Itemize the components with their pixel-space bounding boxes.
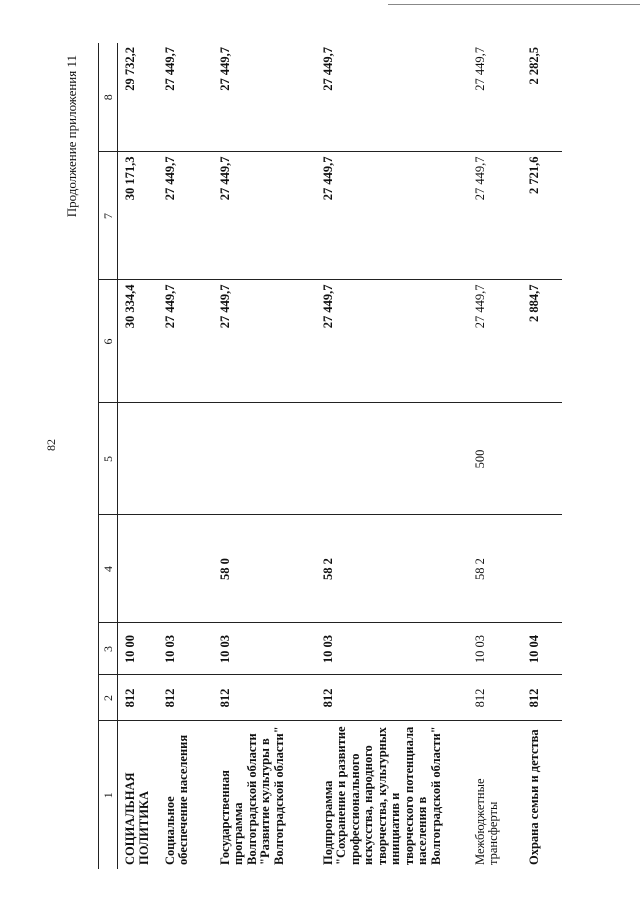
cell-section: 10 03	[213, 623, 316, 675]
col-header-7: 7	[99, 152, 118, 280]
cell-type	[213, 403, 316, 515]
cell-program	[522, 515, 562, 623]
cell-code: 812	[522, 675, 562, 721]
cell-sum-3: 27 449,7	[213, 43, 316, 152]
cell-program: 58 2	[316, 515, 468, 623]
table-row	[118, 43, 158, 869]
row-name: Межбюджетные трансферты	[472, 778, 500, 865]
col-header-6: 6	[99, 280, 118, 403]
col-header-4: 4	[99, 515, 118, 623]
cell-type	[522, 403, 562, 515]
cell-sum-1: 27 449,7	[213, 280, 316, 403]
cell-type	[118, 403, 158, 515]
row-name: Социальное обеспечение населения	[162, 734, 190, 865]
cell-sum-2: 30 171,3	[118, 152, 158, 280]
budget-table	[98, 43, 562, 869]
table-row	[213, 43, 316, 869]
col-header-3: 3	[99, 623, 118, 675]
cell-sum-2: 27 449,7	[158, 152, 213, 280]
cell-sum-1: 2 884,7	[522, 280, 562, 403]
row-name: СОЦИАЛЬНАЯ ПОЛИТИКА	[123, 772, 151, 865]
cell-sum-1: 27 449,7	[158, 280, 213, 403]
cell-sum-3: 2 282,5	[522, 43, 562, 152]
cell-code: 812	[158, 675, 213, 721]
cell-code: 812	[468, 675, 522, 721]
cell-section: 10 00	[118, 623, 158, 675]
cell-sum-3: 27 449,7	[158, 43, 213, 152]
appendix-caption: Продолжение приложения 11	[64, 55, 79, 218]
col-header-5: 5	[99, 403, 118, 515]
table-row	[468, 43, 522, 869]
cell-sum-3: 27 449,7	[468, 43, 522, 152]
cell-sum-1: 27 449,7	[316, 280, 468, 403]
row-name: Охрана семьи и детства	[526, 729, 541, 865]
cell-sum-1: 30 334,4	[118, 280, 158, 403]
cell-section: 10 03	[158, 623, 213, 675]
table-row	[316, 43, 468, 869]
col-header-8: 8	[99, 43, 118, 152]
cell-sum-3: 29 732,2	[118, 43, 158, 152]
cell-sum-2: 27 449,7	[213, 152, 316, 280]
cell-program: 58 2	[468, 515, 522, 623]
page-number: 82	[44, 439, 58, 451]
cell-type	[316, 403, 468, 515]
row-name: Подпрограмма "Сохранение и развитие профессионального искусства, народного творчества, культурных инициатив и творческого потенциала населения в Волгоградской области"	[320, 726, 443, 865]
cell-section: 10 04	[522, 623, 562, 675]
cell-program	[158, 515, 213, 623]
cell-section: 10 03	[468, 623, 522, 675]
cell-code: 812	[213, 675, 316, 721]
cell-sum-2: 27 449,7	[316, 152, 468, 280]
col-header-2: 2	[99, 675, 118, 721]
cell-sum-2: 2 721,6	[522, 152, 562, 280]
row-name: Государственная программа Волгоградской области "Развитие культуры в Волгоградской области"	[217, 726, 286, 865]
header-row	[99, 43, 118, 869]
cell-section: 10 03	[316, 623, 468, 675]
col-header-1: 1	[99, 721, 118, 869]
cell-sum-3: 27 449,7	[316, 43, 468, 152]
table-row	[522, 43, 562, 869]
cell-sum-1: 27 449,7	[468, 280, 522, 403]
cell-program: 58 0	[213, 515, 316, 623]
cell-program	[118, 515, 158, 623]
cell-type: 500	[468, 403, 522, 515]
cell-code: 812	[118, 675, 158, 721]
table-row	[158, 43, 213, 869]
cell-code: 812	[316, 675, 468, 721]
cell-type	[158, 403, 213, 515]
cell-sum-2: 27 449,7	[468, 152, 522, 280]
